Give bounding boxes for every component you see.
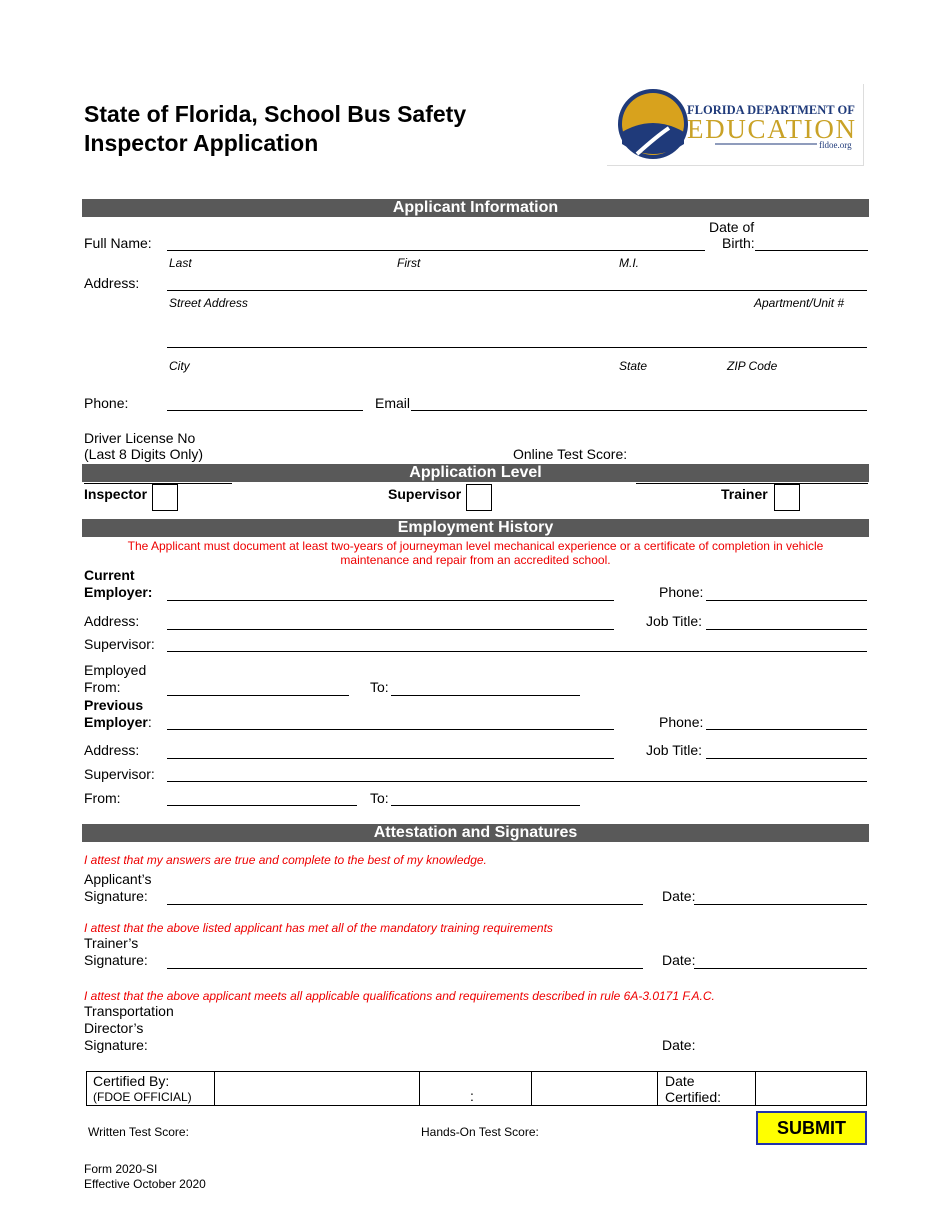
director-signature-label-1: Transportation [84,1003,174,1019]
previous-address-label: Address: [84,742,140,758]
director-date-label: Date: [662,1037,696,1053]
trainer-signature-label-2: Signature: [84,952,148,968]
effective-date: Effective October 2020 [84,1177,206,1191]
svg-text:EDUCATION: EDUCATION [687,114,855,144]
trainer-signature-input[interactable] [167,968,643,969]
submit-button[interactable]: SUBMIT [756,1111,867,1145]
fldoe-logo-graphic [607,84,863,166]
certified-by-cell [87,1072,215,1105]
dob-label-2: Birth: [722,235,755,251]
written-test-score-label: Written Test Score: [88,1125,189,1139]
fldoe-logo [607,84,864,166]
section-employment-history: Employment History [82,519,869,537]
certified-by-sub-field[interactable] [420,1072,532,1105]
previous-supervisor-input[interactable] [167,781,867,782]
svg-text:FLORIDA DEPARTMENT OF: FLORIDA DEPARTMENT OF [687,103,855,117]
employment-notice-line-1: The Applicant must document at least two-years of journeyman level mechanical experience or a certificate of completion in vehicle [127,539,824,553]
trainer-date-label: Date: [662,952,696,968]
applicant-date-label: Date: [662,888,696,904]
certification-colon: : [470,1088,474,1104]
employed-from-label-1: Employed [84,662,147,678]
dob-label-1: Date of [709,219,755,235]
address-label: Address: [84,275,140,291]
current-supervisor-label: Supervisor: [84,636,155,652]
employed-from-input[interactable] [167,695,349,696]
section-application-level: Application Level [82,464,869,482]
current-phone-input[interactable] [706,600,867,601]
svg-text:fldoe.org: fldoe.org [819,140,852,150]
director-signature-label-3: Signature: [84,1037,148,1053]
state-caption: State [619,359,648,373]
driver-license-label-1: Driver License No [84,430,196,446]
phone-input[interactable] [167,410,363,411]
online-test-score-label: Online Test Score: [513,446,628,462]
current-employer-input[interactable] [167,600,614,601]
employed-to-label: To: [370,679,389,695]
previous-from-input[interactable] [167,805,357,806]
hands-on-test-score-label: Hands-On Test Score: [421,1125,539,1139]
certified-by-name-field[interactable] [215,1072,420,1105]
previous-phone-label: Phone: [659,714,704,730]
attestation-statement-1: I attest that my answers are true and complete to the best of my knowledge. [84,853,487,867]
email-label: Email [375,395,411,411]
attestation-statement-3: I attest that the above applicant meets all applicable qualifications and requirements described in rule 6A-3.0171 F.A.C. [84,989,715,1003]
certified-by-label: Certified By: [93,1073,170,1089]
previous-job-title-input[interactable] [706,758,867,759]
inspector-checkbox[interactable] [152,484,178,511]
zip-caption: ZIP Code [727,359,778,373]
previous-job-title-label: Job Title: [646,742,703,758]
trainer-label: Trainer [721,486,768,502]
previous-to-input[interactable] [391,805,580,806]
employed-to-input[interactable] [391,695,580,696]
applicant-signature-label-2: Signature: [84,888,148,904]
title-line-1: State of Florida, School Bus Safety [84,101,467,127]
middle-initial-caption: M.I. [619,256,639,270]
phone-label: Phone: [84,395,129,411]
full-name-label: Full Name: [84,235,152,251]
date-certified-input[interactable] [756,1072,866,1105]
date-certified-label-1: Date [665,1073,695,1089]
previous-from-label: From: [84,790,121,806]
certification-table [86,1071,867,1106]
city-state-zip-input[interactable] [167,347,867,348]
previous-to-label: To: [370,790,389,806]
previous-supervisor-label: Supervisor: [84,766,155,782]
current-address-input[interactable] [167,629,614,630]
current-address-label: Address: [84,613,140,629]
current-employer-label-1: Current [84,567,135,583]
date-certified-cell [658,1072,756,1105]
current-employer-label-2: Employer: [84,584,153,600]
current-job-title-label: Job Title: [646,613,703,629]
current-supervisor-input[interactable] [167,651,867,652]
employment-notice [82,539,869,567]
employment-notice-line-2: maintenance and repair from an accredited school. [340,553,611,567]
last-name-caption: Last [169,256,192,270]
employed-from-label-2: From: [84,679,121,695]
previous-phone-input[interactable] [706,729,867,730]
current-phone-label: Phone: [659,584,704,600]
supervisor-label: Supervisor [388,486,462,502]
applicant-signature-label-1: Applicant’s [84,871,152,887]
previous-employer-input[interactable] [167,729,614,730]
director-signature-label-2: Director’s [84,1020,144,1036]
previous-employer-label-2-text: Employer [84,714,148,730]
date-certified-label-2: Certified: [665,1089,722,1105]
attestation-statement-2: I attest that the above listed applicant has met all of the mandatory training requirements [84,921,553,935]
section-applicant-information: Applicant Information [82,199,869,217]
email-input[interactable] [411,410,867,411]
applicant-signature-input[interactable] [167,904,643,905]
inspector-label: Inspector [84,486,148,502]
fdoe-official-label: (FDOE OFFICIAL) [93,1090,192,1104]
certified-by-extra-field[interactable] [532,1072,658,1105]
dob-input[interactable] [755,250,868,251]
online-test-score-input[interactable] [636,483,868,484]
trainer-date-input[interactable] [694,968,867,969]
page-title [84,100,544,158]
current-job-title-input[interactable] [706,629,867,630]
section-attestation: Attestation and Signatures [82,824,869,842]
form-number: Form 2020-SI [84,1162,158,1176]
applicant-date-input[interactable] [694,904,867,905]
trainer-signature-label-1: Trainer’s [84,935,139,951]
full-name-input[interactable] [167,250,705,251]
apartment-caption: Apartment/Unit # [754,296,845,310]
first-name-caption: First [397,256,421,270]
supervisor-checkbox[interactable] [466,484,492,511]
previous-employer-label-2 [84,714,152,731]
title-line-2: Inspector Application [84,130,319,156]
trainer-checkbox[interactable] [774,484,800,511]
street-address-caption: Street Address [169,296,248,310]
previous-employer-colon: : [147,714,152,730]
street-address-input[interactable] [167,290,867,291]
city-caption: City [169,359,190,373]
driver-license-label-2: (Last 8 Digits Only) [84,446,204,462]
previous-employer-label-1: Previous [84,697,144,713]
previous-address-input[interactable] [167,758,614,759]
